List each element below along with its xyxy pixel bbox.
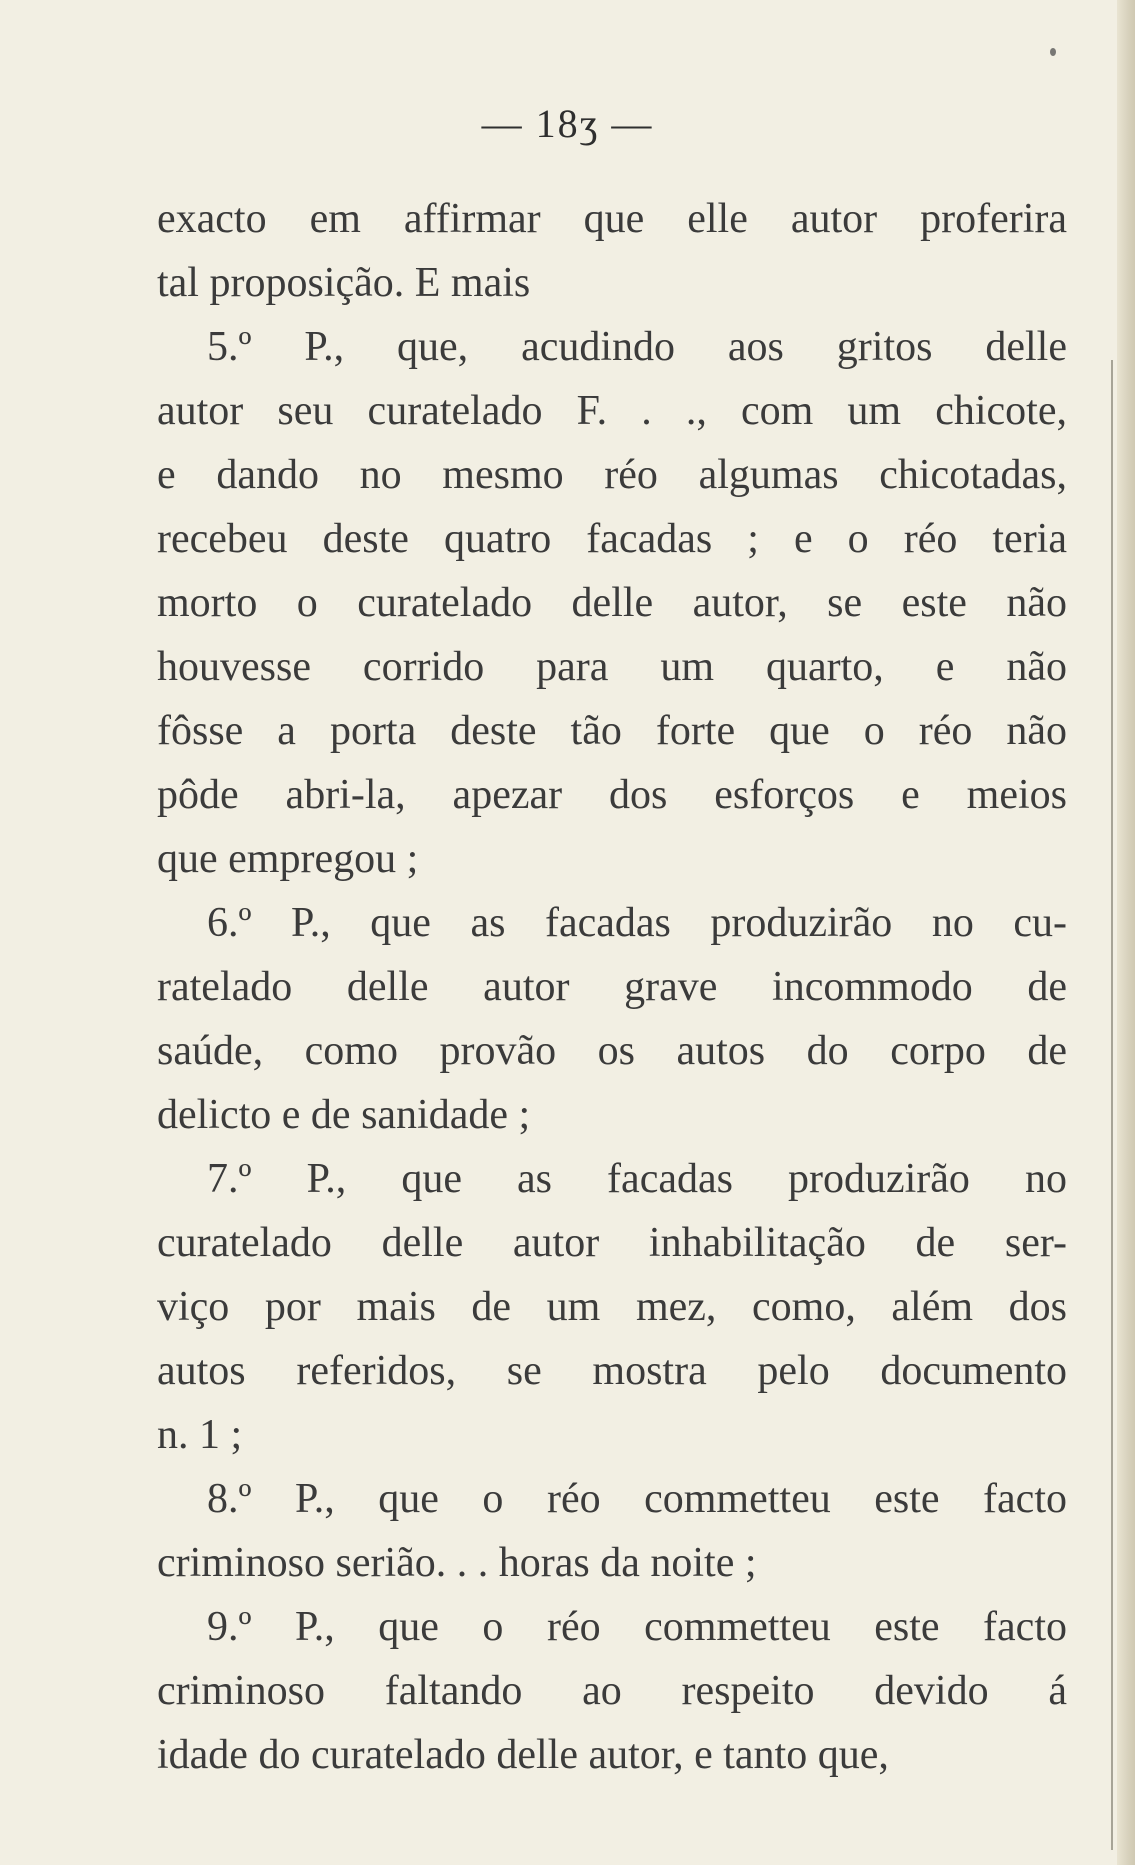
- text-line: criminoso faltando ao respeito devido á: [157, 1668, 1067, 1714]
- text-line: curatelado delle autor inhabilitação de ser-: [157, 1220, 1067, 1266]
- text-line: 5.º P., que, acudindo aos gritos delle: [207, 324, 1067, 370]
- text-line: pôde abri-la, apezar dos esforços e meios: [157, 772, 1067, 818]
- text-line: 9.º P., que o réo commetteu este facto: [207, 1604, 1067, 1650]
- text-line: e dando no mesmo réo algumas chicotadas,: [157, 452, 1067, 498]
- text-line: exacto em affirmar que elle autor proferira: [157, 196, 1067, 242]
- text-line: ratelado delle autor grave incommodo de: [157, 964, 1067, 1010]
- text-line: 8.º P., que o réo commetteu este facto: [207, 1476, 1067, 1522]
- page-number: — 18ʒ —: [481, 101, 654, 146]
- text-line: 6.º P., que as facadas produzirão no cu-: [207, 900, 1067, 946]
- text-line: recebeu deste quatro facadas ; e o réo teria: [157, 516, 1067, 562]
- text-line: n. 1 ;: [157, 1412, 243, 1458]
- text-line: que empregou ;: [157, 836, 419, 882]
- text-line: delicto e de sanidade ;: [157, 1092, 531, 1138]
- binding-shadow-line: [1111, 360, 1113, 1850]
- text-line: idade do curatelado delle autor, e tanto que,: [157, 1732, 889, 1778]
- text-line: autor seu curatelado F. . ., com um chicote,: [157, 388, 1067, 434]
- text-line: houvesse corrido para um quarto, e não: [157, 644, 1067, 690]
- text-line: fôsse a porta deste tão forte que o réo não: [157, 708, 1067, 754]
- text-line: autos referidos, se mostra pelo documento: [157, 1348, 1067, 1394]
- page-body: [157, 187, 1067, 1787]
- text-line: tal proposição. E mais: [157, 260, 531, 306]
- text-line: viço por mais de um mez, como, além dos: [157, 1284, 1067, 1330]
- ink-speck: [1050, 48, 1056, 56]
- page-edge: [1117, 0, 1135, 1865]
- text-line: saúde, como provão os autos do corpo de: [157, 1028, 1067, 1074]
- text-line: criminoso serião. . . horas da noite ;: [157, 1540, 757, 1586]
- text-line: morto o curatelado delle autor, se este não: [157, 580, 1067, 626]
- text-line: 7.º P., que as facadas produzirão no: [207, 1156, 1067, 1202]
